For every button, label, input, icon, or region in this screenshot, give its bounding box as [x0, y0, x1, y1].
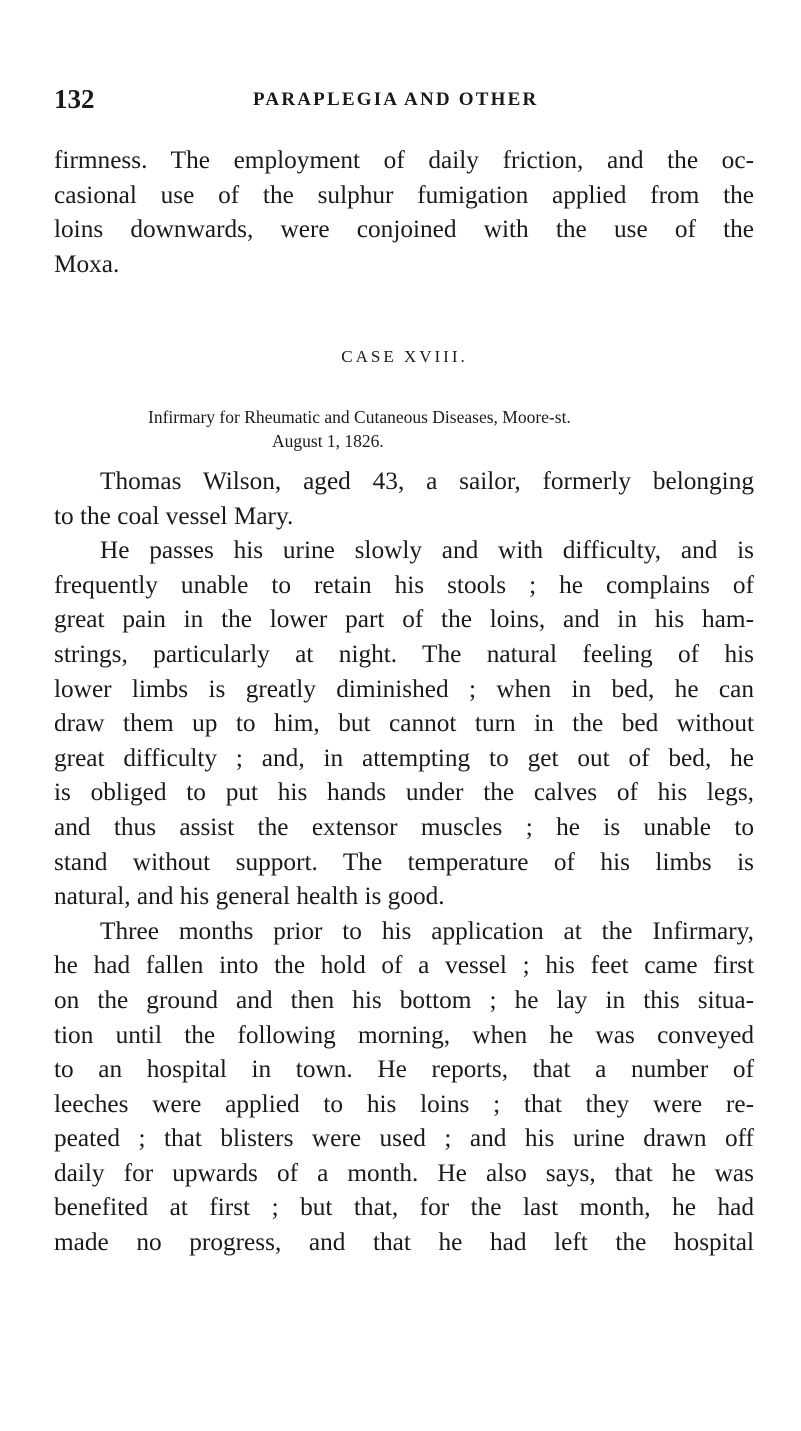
text-line: Moxa. [54, 249, 120, 278]
text-line: draw them up to him, but cannot turn in the bed without [54, 709, 754, 738]
text-line: casional use of the sulphur fumigation applied from the [54, 180, 754, 209]
case-heading [0, 346, 801, 368]
text-line: He passes his urine slowly and with difficulty, and is [100, 536, 754, 565]
text-line: peated ; that blisters were used ; and his urine drawn off [54, 1124, 754, 1153]
text-line: daily for upwards of a month. He also says, that he was [54, 1158, 754, 1187]
text-line: great pain in the lower part of the loins, and in his ham- [54, 605, 754, 634]
case-location: Infirmary for Rheumatic and Cutaneous Diseases, Moore-st. [148, 407, 571, 427]
text-line: frequently unable to retain his stools ; he complains of [54, 570, 754, 599]
text-line: leeches were applied to his loins ; that they were re- [54, 1089, 754, 1118]
page-number: 132 [54, 84, 95, 114]
text-line: on the ground and then his bottom ; he lay in this situa- [54, 985, 754, 1014]
case-date: August 1, 1826. [272, 431, 384, 451]
paragraph-moxa [54, 143, 754, 281]
text-line: natural, and his general health is good. [54, 882, 445, 911]
text-line: stand without support. The temperature of his limbs is [54, 847, 754, 876]
text-line: he had fallen into the hold of a vessel ; his feet came first [54, 951, 754, 980]
text-line: loins downwards, were conjoined with the use of the [54, 215, 754, 244]
text-line: tion until the following morning, when he was conveyed [54, 1020, 754, 1049]
text-line: to an hospital in town. He reports, that a number of [54, 1055, 754, 1084]
text-line: firmness. The employment of daily friction, and the oc- [54, 146, 754, 174]
text-line: and thus assist the extensor muscles ; he is unable to [54, 812, 754, 841]
text-line: Three months prior to his application at the Infirmary, [100, 916, 754, 945]
text-line: lower limbs is greatly diminished ; when in bed, he can [54, 674, 754, 703]
text-line: is obliged to put his hands under the calves of his legs, [54, 778, 754, 807]
text-line: great difficulty ; and, in attempting to get out of bed, he [54, 743, 754, 772]
text-line: to the coal vessel Mary. [54, 501, 294, 530]
text-line: made no progress, and that he had left the hospital [54, 1228, 754, 1257]
text-line: Thomas Wilson, aged 43, a sailor, formerly belonging [100, 467, 754, 495]
text-line: strings, particularly at night. The natural feeling of his [54, 639, 754, 668]
text-line: benefited at first ; but that, for the last month, he had [54, 1193, 754, 1222]
running-title: PARAPLEGIA AND OTHER [253, 89, 539, 110]
running-head [54, 84, 774, 114]
paragraph-case-report [54, 464, 754, 1260]
case-heading-text: CASE XVIII. [341, 347, 468, 366]
case-location-block [148, 405, 768, 453]
